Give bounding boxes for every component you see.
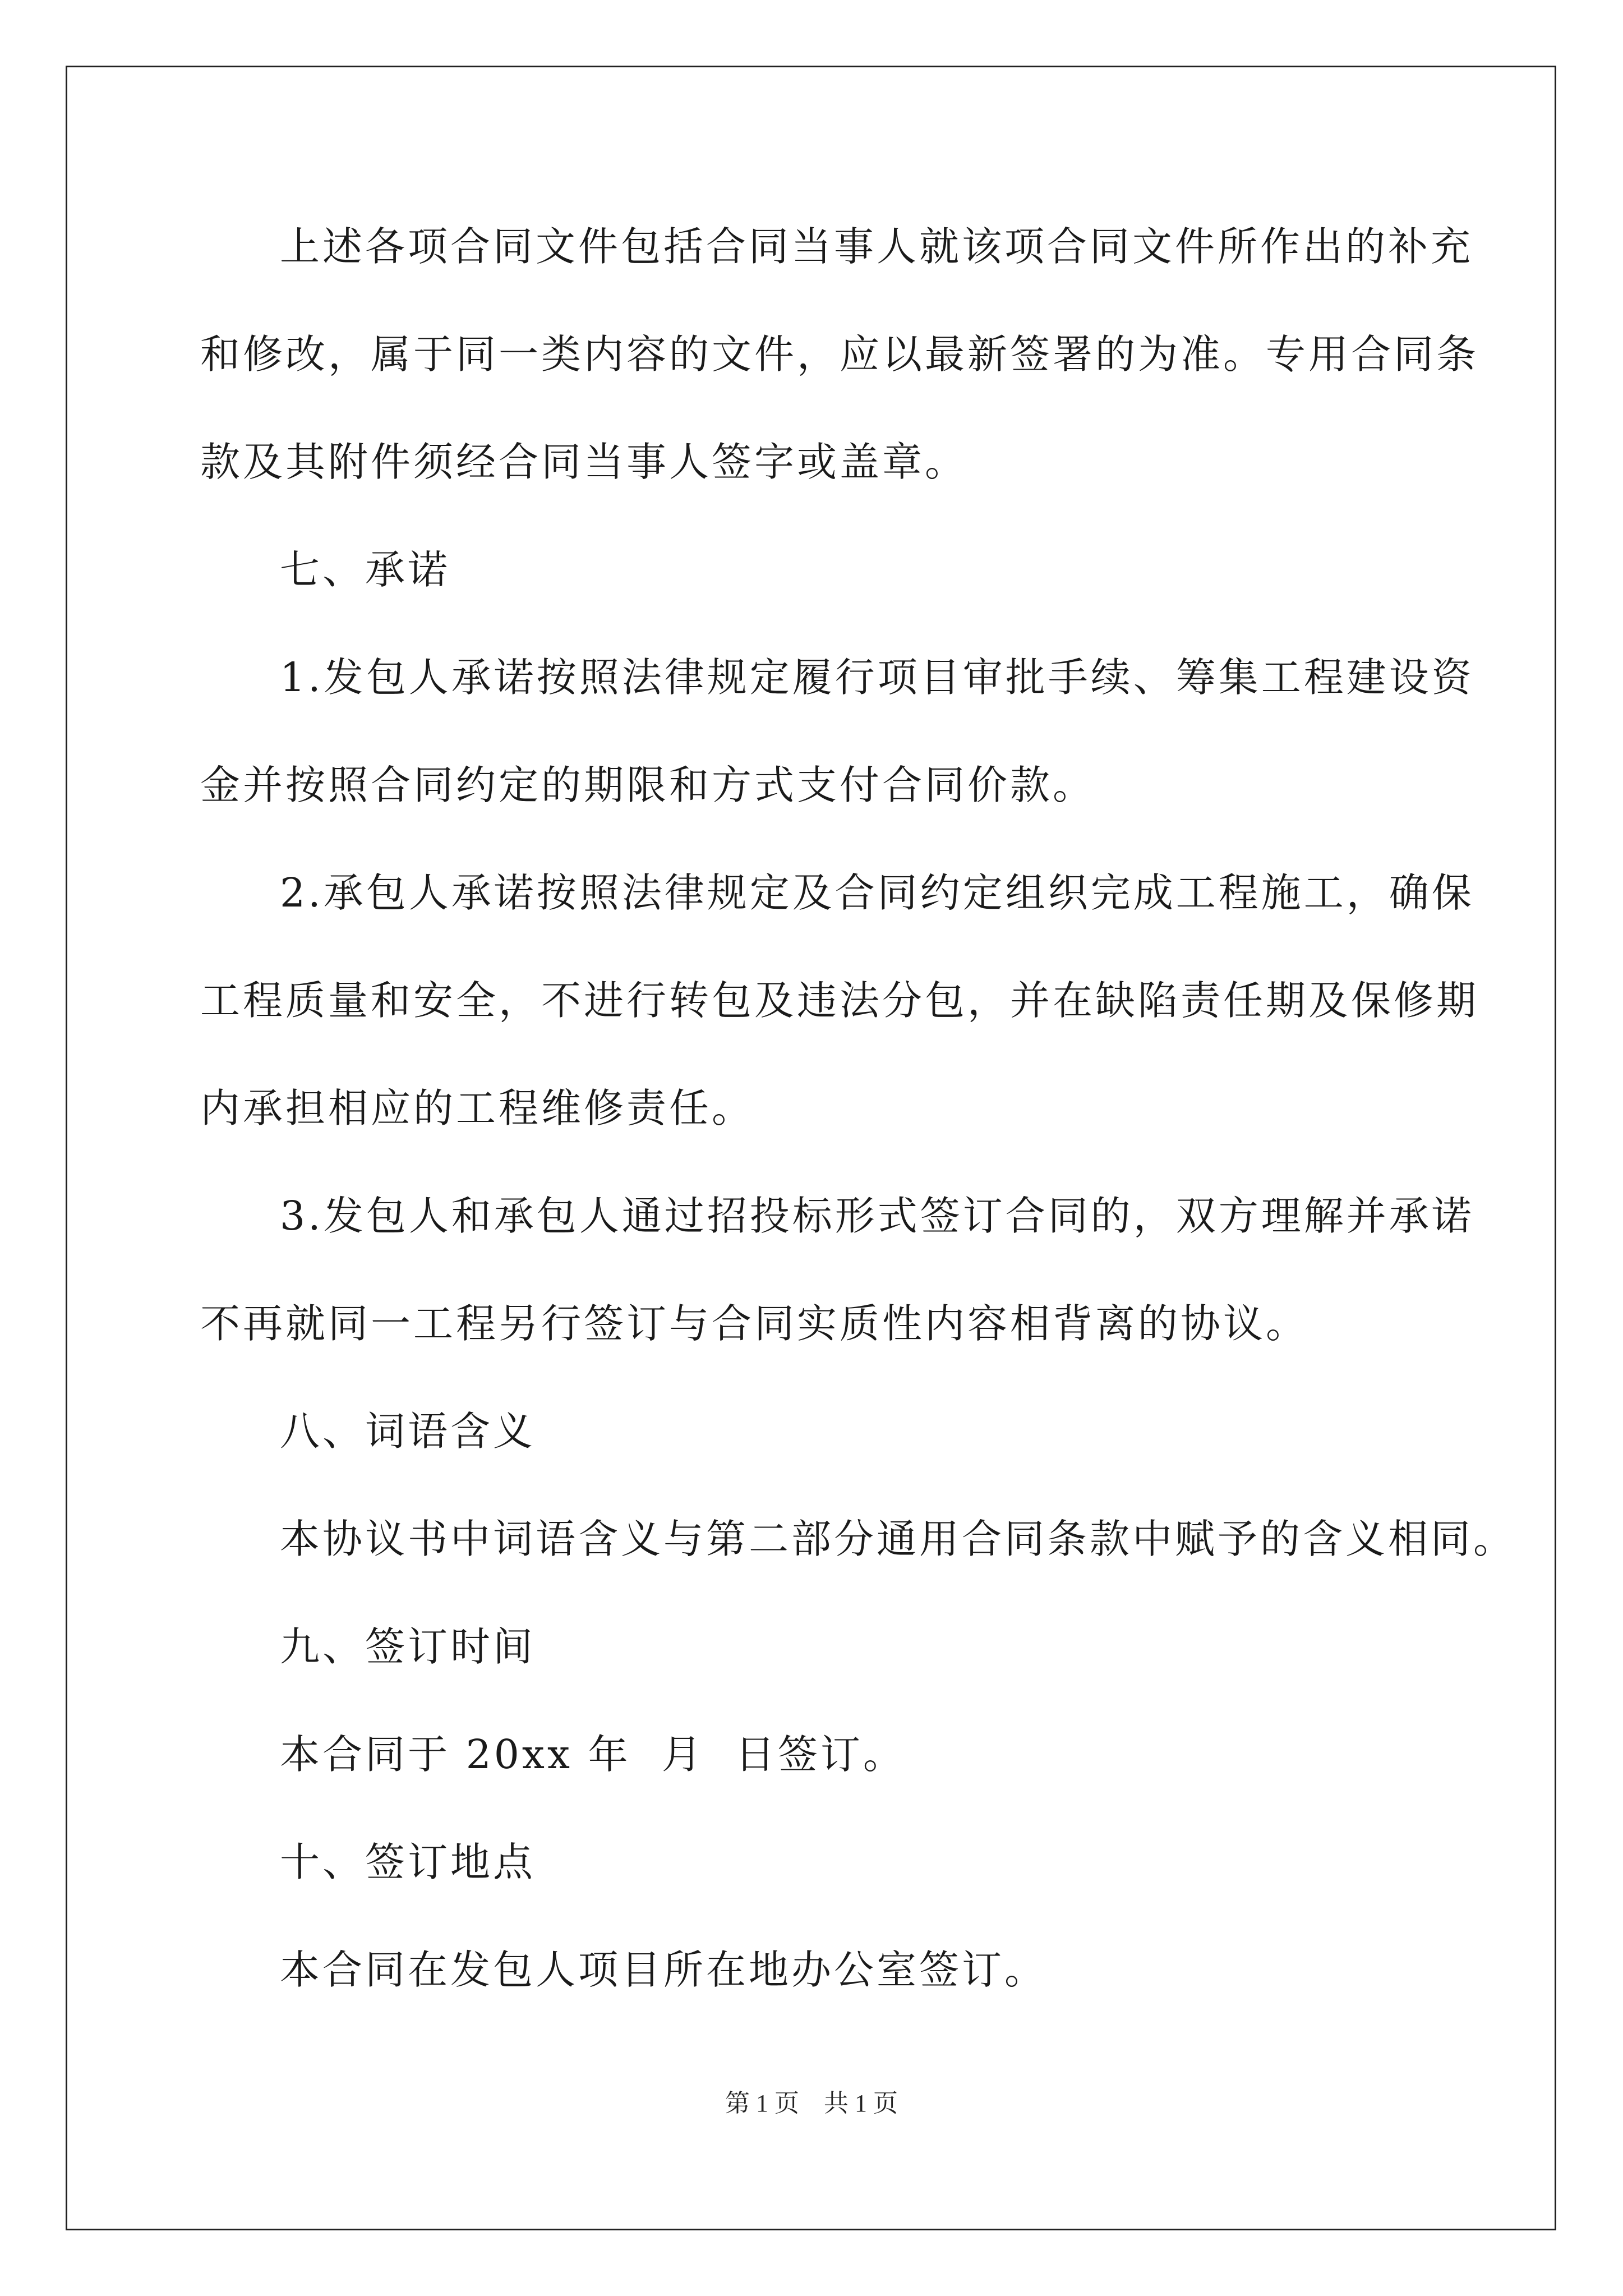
text-line: 1.发包人承诺按照法律规定履行项目审批手续、筹集工程建设资 xyxy=(280,654,1474,701)
text-line: 和修改，属于同一类内容的文件，应以最新签署的为准。专用合同条 xyxy=(200,331,1479,378)
text-line: 金并按照合同约定的期限和方式支付合同价款。 xyxy=(200,762,1096,808)
text-line: 不再就同一工程另行签订与合同实质性内容相背离的协议。 xyxy=(200,1300,1309,1347)
section-heading: 九、签订时间 xyxy=(280,1623,536,1670)
text-line: 3.发包人和承包人通过招投标形式签订合同的，双方理解并承诺 xyxy=(280,1193,1474,1239)
section-heading: 七、承诺 xyxy=(280,546,451,593)
section-heading: 八、词语含义 xyxy=(280,1408,536,1455)
text-line: 款及其附件须经合同当事人签字或盖章。 xyxy=(200,439,968,485)
text-line: 内承担相应的工程维修责任。 xyxy=(200,1085,755,1131)
text-line: 本合同在发包人项目所在地办公室签订。 xyxy=(280,1947,1048,1993)
page-border xyxy=(66,66,1556,2230)
text-line: 2.承包人承诺按照法律规定及合同约定组织完成工程施工，确保 xyxy=(280,869,1474,916)
text-line: 工程质量和安全，不进行转包及违法分包，并在缺陷责任期及保修期 xyxy=(200,977,1479,1024)
page-number-footer: 第 1 页 共 1 页 xyxy=(725,2090,898,2117)
section-heading: 十、签订地点 xyxy=(280,1839,536,1885)
text-line: 上述各项合同文件包括合同当事人就该项合同文件所作出的补充 xyxy=(280,223,1474,270)
text-line: 本合同于 20xx 年 月 日签订。 xyxy=(280,1731,906,1778)
text-line: 本协议书中词语含义与第二部分通用合同条款中赋予的含义相同。 xyxy=(280,1516,1516,1562)
